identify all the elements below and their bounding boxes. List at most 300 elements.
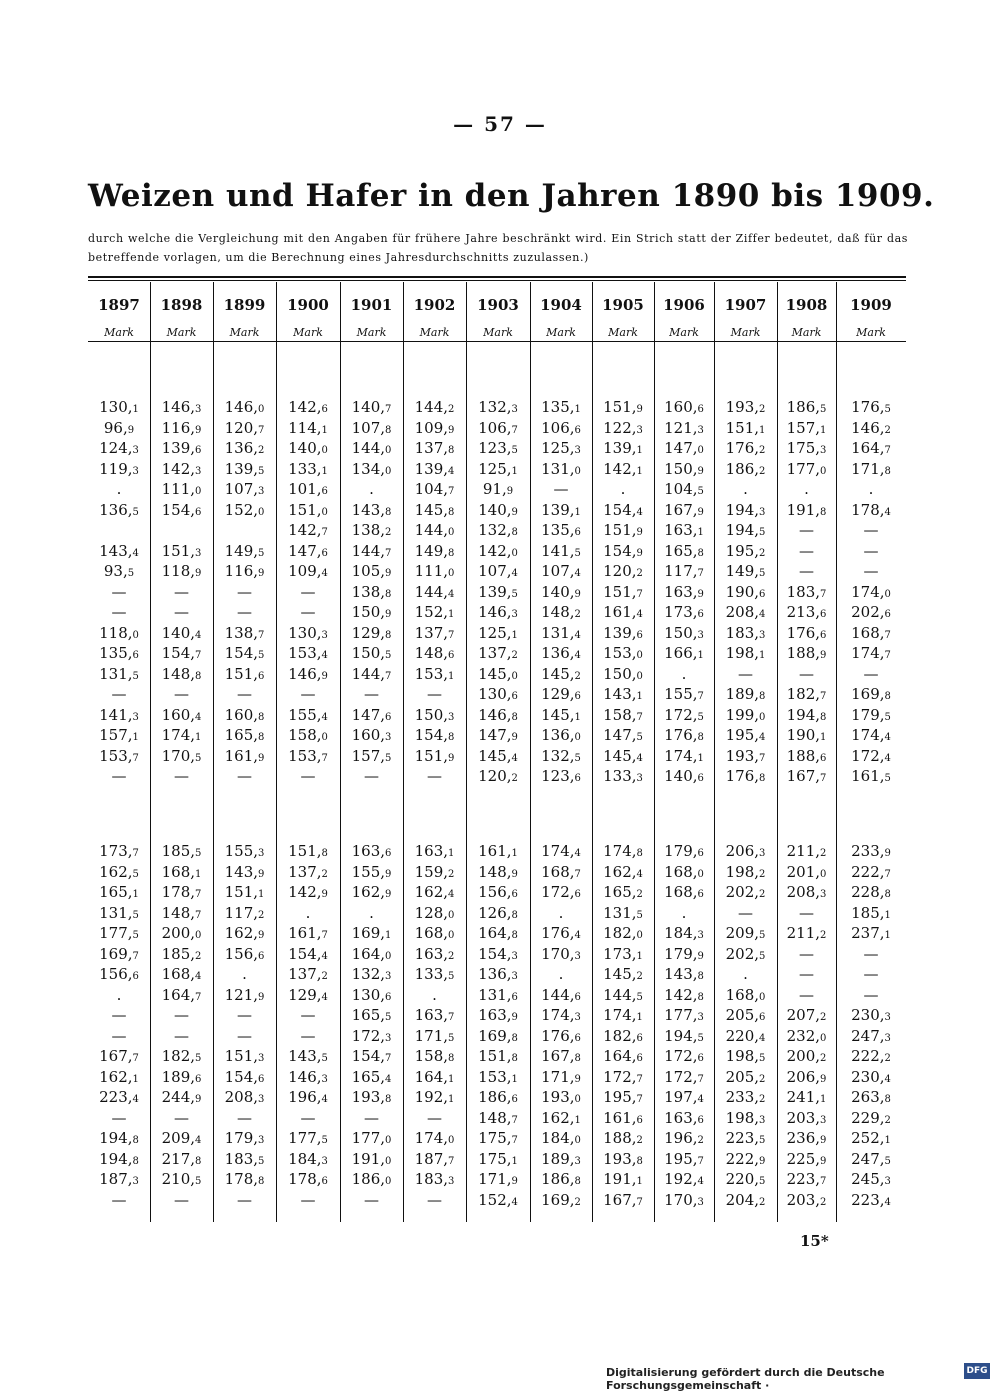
year-header: 1906 bbox=[663, 296, 705, 314]
table-cell: 111,0 bbox=[161, 480, 202, 498]
table-cell: 167,7 bbox=[786, 767, 827, 785]
unit-header: Mark bbox=[356, 326, 387, 339]
table-cell: 136,0 bbox=[541, 726, 581, 744]
table-cell: — bbox=[111, 767, 127, 785]
table-cell: 203,2 bbox=[786, 1190, 827, 1209]
table-cell: 177,0 bbox=[786, 459, 827, 478]
table-cell: 196,4 bbox=[288, 1088, 328, 1106]
table-cell: 194,5 bbox=[664, 1026, 704, 1045]
table-cell: 158,0 bbox=[288, 726, 328, 744]
table-cell: 174,1 bbox=[161, 726, 202, 744]
table-cell: 145,4 bbox=[478, 746, 518, 765]
table-cell: 160,8 bbox=[224, 705, 265, 724]
table-cell: 223,5 bbox=[725, 1129, 766, 1147]
year-header: 1898 bbox=[160, 296, 203, 314]
table-cell: — bbox=[174, 1006, 189, 1024]
table-cell: — bbox=[174, 685, 189, 703]
table-cell: 148,8 bbox=[161, 664, 202, 683]
table-cell: 182,6 bbox=[603, 1026, 643, 1045]
table-cell: 196,2 bbox=[664, 1129, 704, 1147]
table-cell: 145,2 bbox=[603, 965, 643, 983]
table-cell: 223,4 bbox=[851, 1190, 891, 1209]
table-cell: 176,6 bbox=[786, 623, 827, 642]
table-cell: 125,3 bbox=[541, 439, 581, 457]
table-cell: 139,1 bbox=[541, 500, 581, 519]
table-cell: 194,8 bbox=[786, 705, 827, 724]
table-cell: 263,8 bbox=[851, 1088, 891, 1106]
table-cell: 199,0 bbox=[725, 705, 766, 724]
table-cell: — bbox=[799, 965, 814, 983]
table-cell: 177,5 bbox=[288, 1129, 328, 1147]
table-cell: 170,3 bbox=[541, 944, 581, 963]
table-cell: 213,6 bbox=[786, 603, 827, 621]
table-cell: 165,8 bbox=[664, 541, 704, 560]
year-header: 1897 bbox=[98, 296, 140, 314]
table-cell: 144,0 bbox=[351, 439, 392, 457]
table-cell: — bbox=[799, 664, 814, 683]
table-cell: — bbox=[799, 903, 814, 922]
table-cell: 192,1 bbox=[414, 1088, 455, 1106]
table-cell: 161,5 bbox=[851, 767, 891, 785]
table-cell: 162,1 bbox=[99, 1067, 139, 1086]
table-cell: 107,3 bbox=[224, 480, 265, 498]
table-cell: 133,1 bbox=[288, 459, 328, 478]
table-cell: 161,6 bbox=[603, 1108, 643, 1127]
table-cell: 133,5 bbox=[414, 965, 455, 983]
table-cell: 165,2 bbox=[603, 883, 643, 901]
table-cell: 156,6 bbox=[99, 965, 139, 983]
table-cell: 149,5 bbox=[224, 541, 265, 560]
table-cell: 182,0 bbox=[603, 924, 643, 942]
unit-header: Mark bbox=[483, 326, 513, 339]
table-cell: 150,3 bbox=[664, 623, 704, 642]
table-cell: 146,3 bbox=[478, 603, 518, 621]
unit-header: Mark bbox=[669, 326, 699, 339]
table-cell: 190,1 bbox=[786, 726, 827, 744]
table-cell: 162,9 bbox=[224, 924, 265, 942]
table-cell: 154,6 bbox=[161, 500, 202, 519]
table-cell: 151,8 bbox=[288, 842, 328, 860]
table-cell: 186,5 bbox=[786, 398, 827, 416]
table-cell: 178,4 bbox=[851, 500, 891, 519]
table-cell: 147,5 bbox=[603, 726, 643, 744]
table-cell: 142,9 bbox=[288, 883, 328, 901]
year-header: 1904 bbox=[540, 296, 582, 314]
table-cell: 171,9 bbox=[478, 1170, 518, 1188]
table-cell: 139,4 bbox=[414, 459, 455, 478]
table-cell: 171,8 bbox=[851, 459, 891, 478]
table-cell: 164,0 bbox=[351, 944, 392, 963]
year-header: 1899 bbox=[223, 296, 266, 314]
table-cell: 230,4 bbox=[851, 1067, 891, 1086]
dfg-logo: DFG bbox=[964, 1363, 990, 1379]
table-cell: 125,1 bbox=[478, 459, 518, 478]
table-cell: . bbox=[681, 664, 687, 683]
table-cell: 155,9 bbox=[351, 862, 392, 881]
table-cell: 222,9 bbox=[725, 1149, 766, 1168]
table-cell: 209,4 bbox=[161, 1129, 202, 1147]
table-cell: 140,0 bbox=[288, 439, 328, 457]
table-cell: 120,2 bbox=[478, 767, 518, 785]
table-cell: 169,8 bbox=[851, 685, 891, 703]
table-cell: 176,4 bbox=[541, 924, 581, 942]
table-cell: 153,7 bbox=[99, 746, 139, 765]
table-cell: 154,3 bbox=[478, 944, 518, 963]
table-cell: 123,6 bbox=[541, 767, 581, 785]
table-cell: — bbox=[863, 541, 879, 560]
table-cell: 129,4 bbox=[288, 985, 328, 1004]
year-header: 1908 bbox=[785, 296, 828, 314]
table-cell: 147,0 bbox=[664, 439, 704, 457]
table-cell: 145,8 bbox=[414, 500, 455, 519]
table-cell: 146,3 bbox=[161, 398, 202, 416]
table-cell: 132,5 bbox=[541, 746, 581, 765]
table-cell: — bbox=[174, 582, 189, 601]
table-cell: 167,9 bbox=[664, 500, 704, 519]
table-cell: 205,2 bbox=[725, 1067, 766, 1086]
table-cell: 154,4 bbox=[603, 500, 643, 519]
table-cell: 130,3 bbox=[288, 623, 328, 642]
table-cell: 188,9 bbox=[786, 644, 827, 662]
table-cell: 171,9 bbox=[541, 1067, 581, 1086]
table-cell: 138,7 bbox=[224, 623, 265, 642]
table-cell: 107,8 bbox=[351, 418, 392, 437]
table-cell: 148,2 bbox=[541, 603, 581, 621]
table-cell: — bbox=[111, 582, 127, 601]
table-cell: 165,1 bbox=[99, 883, 139, 901]
table-cell: 150,9 bbox=[664, 459, 704, 478]
table-cell: 206,9 bbox=[786, 1067, 827, 1086]
table-cell: 107,4 bbox=[478, 562, 518, 580]
table-cell: 188,2 bbox=[603, 1129, 643, 1147]
table-cell: 220,4 bbox=[725, 1026, 766, 1045]
table-cell: 147,6 bbox=[288, 541, 328, 560]
table-cell: — bbox=[300, 582, 316, 601]
table-cell: 186,2 bbox=[725, 459, 766, 478]
table-cell: 168,1 bbox=[161, 862, 202, 881]
table-cell: 194,8 bbox=[99, 1149, 139, 1168]
table-cell: — bbox=[863, 944, 879, 963]
table-cell: 156,6 bbox=[224, 944, 265, 963]
table-cell: 157,1 bbox=[99, 726, 139, 744]
table-cell: — bbox=[364, 685, 379, 703]
table-cell: 122,3 bbox=[603, 418, 643, 437]
table-cell: 142,8 bbox=[664, 985, 704, 1004]
table-cell: 164,1 bbox=[414, 1067, 455, 1086]
table-cell: 135,6 bbox=[99, 644, 139, 662]
table-cell: 121,3 bbox=[664, 418, 704, 437]
table-cell: 161,9 bbox=[224, 746, 265, 765]
table-cell: 139,5 bbox=[224, 459, 265, 478]
table-cell: 165,5 bbox=[351, 1006, 392, 1024]
table-cell: 232,0 bbox=[786, 1026, 827, 1045]
table-cell: 165,4 bbox=[351, 1067, 392, 1086]
table-cell: 220,5 bbox=[725, 1170, 766, 1188]
table-cell: 167,8 bbox=[541, 1047, 581, 1065]
table-cell: 169,1 bbox=[351, 924, 392, 942]
table-cell: 118,0 bbox=[99, 623, 139, 642]
table-cell: 172,7 bbox=[664, 1067, 704, 1086]
table-cell: 151,0 bbox=[288, 500, 328, 519]
table-cell: 146,8 bbox=[478, 705, 518, 724]
table-cell: 133,3 bbox=[603, 767, 643, 785]
table-cell: — bbox=[300, 603, 316, 621]
unit-header: Mark bbox=[229, 326, 260, 339]
table-cell: 152,4 bbox=[478, 1190, 518, 1209]
table-cell: . bbox=[868, 480, 874, 498]
table-cell: 128,0 bbox=[414, 903, 455, 922]
table-cell: — bbox=[174, 767, 189, 785]
table-cell: 217,8 bbox=[161, 1149, 202, 1168]
page-title: Weizen und Hafer in den Jahren 1890 bis 1909. bbox=[88, 178, 935, 214]
table-cell: 184,3 bbox=[288, 1149, 328, 1168]
table-cell: 151,3 bbox=[224, 1047, 265, 1065]
table-cell: 172,6 bbox=[664, 1047, 704, 1065]
table-cell: 203,3 bbox=[786, 1108, 827, 1127]
table-cell: 151,8 bbox=[478, 1047, 518, 1065]
table-cell: 247,3 bbox=[851, 1026, 891, 1045]
table-cell: 193,2 bbox=[725, 398, 766, 416]
table-cell: 174,4 bbox=[541, 842, 581, 860]
table-cell: 174,1 bbox=[664, 746, 704, 765]
table-cell: 129,8 bbox=[351, 623, 392, 642]
table-cell: — bbox=[237, 1190, 252, 1209]
table-cell: 170,3 bbox=[664, 1190, 704, 1209]
table-cell: 157,1 bbox=[786, 418, 827, 437]
table-cell: 163,7 bbox=[414, 1006, 455, 1024]
table-cell: . bbox=[620, 480, 626, 498]
table-cell: — bbox=[111, 1190, 127, 1209]
table-cell: 169,2 bbox=[541, 1190, 581, 1209]
table-cell: 149,5 bbox=[725, 562, 766, 580]
table-cell: 189,8 bbox=[725, 685, 766, 703]
table-cell: 137,2 bbox=[288, 965, 328, 983]
table-cell: 143,1 bbox=[603, 685, 643, 703]
table-cell: 157,5 bbox=[351, 746, 392, 765]
table-cell: 132,3 bbox=[478, 398, 518, 416]
table-cell: — bbox=[174, 1190, 189, 1209]
table-cell: 163,1 bbox=[664, 521, 704, 539]
table-cell: 147,9 bbox=[478, 726, 518, 744]
table-top-rule bbox=[88, 276, 906, 278]
table-cell: 154,4 bbox=[288, 944, 328, 963]
table-cell: 241,1 bbox=[786, 1088, 827, 1106]
table-cell: 202,2 bbox=[725, 883, 766, 901]
table-cell: 168,7 bbox=[851, 623, 891, 642]
table-cell: . bbox=[558, 903, 564, 922]
table-cell: — bbox=[174, 603, 189, 621]
table-cell: 182,5 bbox=[161, 1047, 202, 1065]
table-cell: 145,1 bbox=[541, 705, 581, 724]
unit-header: Mark bbox=[791, 326, 822, 339]
table-cell: 153,0 bbox=[603, 644, 643, 662]
table-cell: . bbox=[305, 903, 311, 922]
table-cell: 163,6 bbox=[664, 1108, 704, 1127]
table-cell: 160,4 bbox=[161, 705, 202, 724]
table-cell: 163,2 bbox=[414, 944, 455, 963]
table-cell: 190,6 bbox=[725, 582, 766, 601]
table-cell: 147,6 bbox=[351, 705, 392, 724]
table-cell: 136,5 bbox=[99, 500, 139, 519]
table-cell: . bbox=[432, 985, 437, 1004]
page-number: — 57 — bbox=[453, 112, 547, 136]
table-cell: 194,8 bbox=[99, 1129, 139, 1147]
table-cell: — bbox=[738, 664, 753, 683]
table-cell: . bbox=[242, 965, 247, 983]
unit-header: Mark bbox=[419, 326, 450, 339]
table-cell: 130,1 bbox=[99, 398, 139, 416]
table-cell: 142,0 bbox=[478, 541, 518, 560]
table-cell: 211,2 bbox=[786, 924, 827, 942]
table-cell: 155,3 bbox=[224, 842, 265, 860]
year-header: 1900 bbox=[287, 296, 329, 314]
table-cell: 211,2 bbox=[786, 842, 827, 860]
table-row bbox=[88, 1189, 906, 1212]
table-cell: 228,8 bbox=[851, 883, 891, 901]
table-cell: — bbox=[799, 562, 814, 580]
unit-header: Mark bbox=[856, 326, 886, 339]
table-cell: 177,0 bbox=[351, 1129, 392, 1147]
table-cell: 198,5 bbox=[725, 1047, 766, 1065]
table-cell: 124,3 bbox=[99, 439, 139, 457]
table-cell: 148,7 bbox=[161, 903, 202, 922]
table-cell: 183,3 bbox=[414, 1170, 455, 1188]
table-cell: 143,5 bbox=[288, 1047, 328, 1065]
table-cell: — bbox=[863, 562, 879, 580]
table-cell: 169,8 bbox=[478, 1026, 518, 1045]
table-cell: 151,9 bbox=[603, 398, 643, 416]
table-cell: 144,7 bbox=[351, 664, 392, 683]
table-cell: 146,0 bbox=[224, 398, 265, 416]
table-cell: — bbox=[300, 1108, 316, 1127]
table-cell: 198,2 bbox=[725, 862, 766, 881]
table-cell: 131,0 bbox=[541, 459, 581, 478]
table-cell: 233,2 bbox=[725, 1088, 766, 1106]
table-cell: 105,9 bbox=[351, 562, 392, 580]
table-cell: 155,7 bbox=[664, 685, 704, 703]
table-cell: 175,7 bbox=[478, 1129, 518, 1147]
table-cell: 136,3 bbox=[478, 965, 518, 983]
table-cell: . bbox=[743, 480, 748, 498]
table-cell: 182,7 bbox=[786, 685, 827, 703]
table-cell: 106,6 bbox=[541, 418, 581, 437]
table-cell: 200,0 bbox=[161, 924, 202, 942]
table-cell: 132,8 bbox=[478, 521, 518, 539]
table-cell: 129,6 bbox=[541, 685, 581, 703]
table-cell: 179,3 bbox=[224, 1129, 265, 1147]
table-cell: 183,7 bbox=[786, 582, 827, 601]
table-cell: 150,5 bbox=[351, 644, 392, 662]
table-cell: 191,0 bbox=[351, 1149, 392, 1168]
table-cell: 151,9 bbox=[603, 521, 643, 539]
table-cell: 144,7 bbox=[351, 541, 392, 560]
table-cell: 152,0 bbox=[224, 500, 265, 519]
table-cell: — bbox=[237, 603, 252, 621]
unit-header: Mark bbox=[293, 326, 323, 339]
table-cell: 164,7 bbox=[851, 439, 891, 457]
table-cell: 164,8 bbox=[478, 924, 518, 942]
table-cell: 186,0 bbox=[351, 1170, 392, 1188]
table-cell: 163,9 bbox=[664, 582, 704, 601]
table-cell: 208,4 bbox=[725, 603, 766, 621]
table-cell: — bbox=[364, 1190, 379, 1209]
table-cell: 104,7 bbox=[414, 480, 455, 498]
table-cell: — bbox=[174, 1108, 189, 1127]
table-cell: 117,7 bbox=[664, 562, 704, 580]
table-cell: 186,6 bbox=[478, 1088, 518, 1106]
table-cell: 107,4 bbox=[541, 562, 581, 580]
table-cell: — bbox=[364, 767, 379, 785]
table-cell: 150,3 bbox=[414, 705, 455, 724]
table-cell: 175,1 bbox=[478, 1149, 518, 1168]
table-cell: 177,5 bbox=[99, 924, 139, 942]
table-cell: 162,1 bbox=[541, 1108, 581, 1127]
digitization-credit: Digitalisierung gefördert durch die Deutsche Forschungsgemeinschaft · bbox=[606, 1366, 885, 1392]
table-cell: 237,1 bbox=[851, 924, 891, 942]
table-cell: 179,5 bbox=[851, 705, 891, 724]
table-cell: — bbox=[237, 1026, 252, 1045]
table-cell: 168,6 bbox=[664, 883, 704, 901]
table-cell: 141,5 bbox=[541, 541, 581, 560]
table-cell: 142,1 bbox=[603, 459, 643, 478]
table-cell: 142,6 bbox=[288, 398, 328, 416]
table-cell: 156,6 bbox=[478, 883, 518, 901]
table-cell: 101,6 bbox=[288, 480, 328, 498]
table-cell: 139,1 bbox=[603, 439, 643, 457]
table-cell: — bbox=[174, 1026, 189, 1045]
table-cell: 236,9 bbox=[786, 1129, 827, 1147]
table-cell: 178,8 bbox=[224, 1170, 265, 1188]
table-cell: 174,1 bbox=[603, 1006, 643, 1024]
table-cell: 223,7 bbox=[786, 1170, 827, 1188]
table-cell: — bbox=[863, 985, 879, 1004]
table-cell: — bbox=[237, 685, 252, 703]
table-cell: 144,6 bbox=[541, 985, 581, 1004]
table-cell: — bbox=[237, 1006, 252, 1024]
table-cell: 154,8 bbox=[414, 726, 455, 744]
table-cell: 140,4 bbox=[161, 623, 202, 642]
table-cell: 189,6 bbox=[161, 1067, 202, 1086]
table-cell: 151,7 bbox=[603, 582, 643, 601]
table-cell: 138,2 bbox=[351, 521, 392, 539]
table-cell: 143,4 bbox=[99, 541, 139, 560]
table-cell: 195,7 bbox=[603, 1088, 643, 1106]
table-cell: 193,8 bbox=[603, 1149, 643, 1168]
table-cell: 137,2 bbox=[288, 862, 328, 881]
table-cell: 131,5 bbox=[603, 903, 643, 922]
table-cell: 168,7 bbox=[541, 862, 581, 881]
table-cell: 162,9 bbox=[351, 883, 392, 901]
table-cell: 123,5 bbox=[478, 439, 518, 457]
table-cell: 200,2 bbox=[786, 1047, 827, 1065]
table-cell: 168,0 bbox=[664, 862, 704, 881]
table-cell: 154,9 bbox=[603, 541, 643, 560]
table-cell: 111,0 bbox=[414, 562, 455, 580]
table-cell: 93,5 bbox=[103, 562, 135, 580]
table-cell: 252,1 bbox=[851, 1129, 891, 1147]
table-cell: 117,2 bbox=[224, 903, 265, 922]
table-cell: 131,4 bbox=[541, 623, 581, 642]
table-cell: 168,4 bbox=[161, 965, 202, 983]
table-cell: 142,7 bbox=[288, 521, 328, 539]
table-cell: . bbox=[681, 903, 687, 922]
table-cell: 176,2 bbox=[725, 439, 766, 457]
table-cell: 172,6 bbox=[541, 883, 581, 901]
table-cell: 178,7 bbox=[161, 883, 202, 901]
table-cell: 140,9 bbox=[478, 500, 518, 519]
table-cell: 139,6 bbox=[161, 439, 202, 457]
table-cell: 114,1 bbox=[288, 418, 328, 437]
